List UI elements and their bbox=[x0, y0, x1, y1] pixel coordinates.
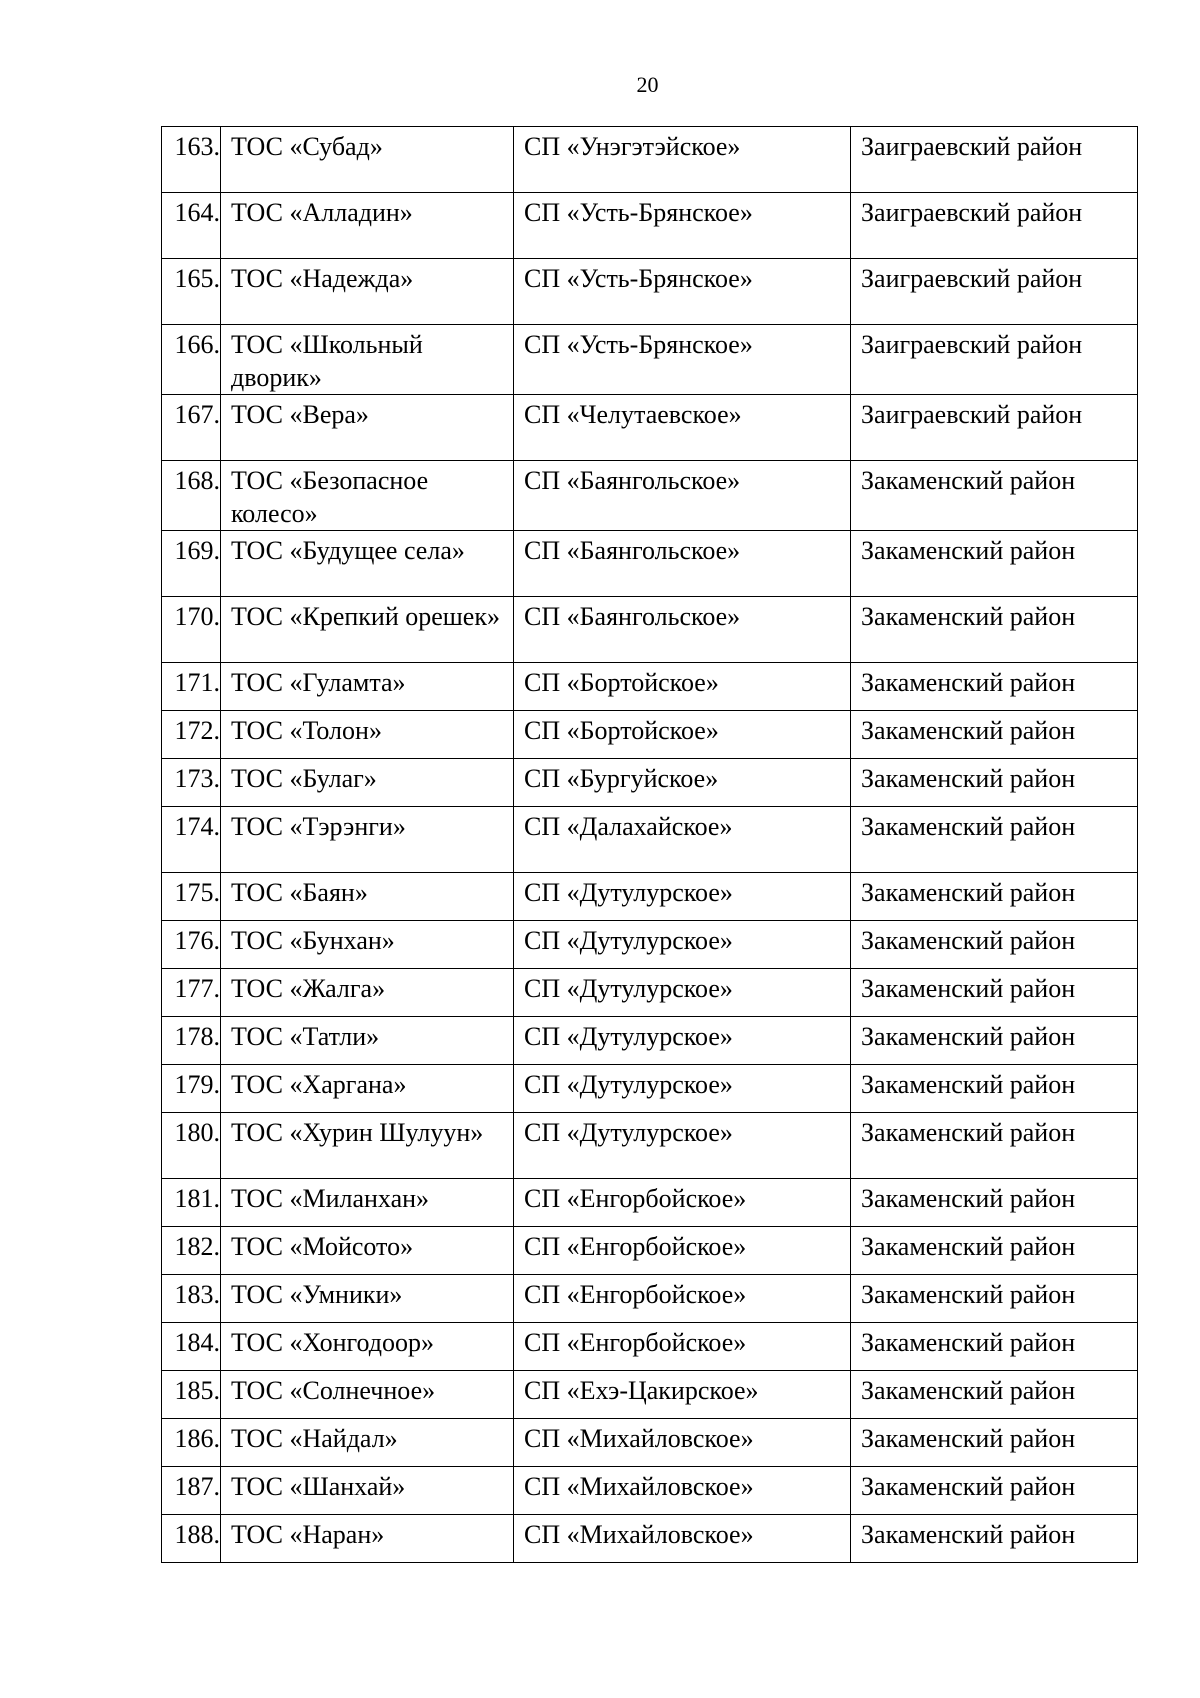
tos-name: ТОС «Хурин Шулуун» bbox=[221, 1113, 514, 1179]
row-number: 175. bbox=[162, 873, 221, 921]
district-name: Закаменский район bbox=[851, 711, 1138, 759]
table-row bbox=[162, 1227, 1138, 1275]
tos-name: ТОС «Наран» bbox=[221, 1515, 514, 1563]
settlement-name: СП «Енгорбойское» bbox=[514, 1323, 851, 1371]
tos-name: ТОС «Харгана» bbox=[221, 1065, 514, 1113]
district-name: Закаменский район bbox=[851, 921, 1138, 969]
settlement-name: СП «Дутулурское» bbox=[514, 873, 851, 921]
settlement-name: СП «Унэгэтэйское» bbox=[514, 127, 851, 193]
row-number: 183. bbox=[162, 1275, 221, 1323]
district-name: Закаменский район bbox=[851, 969, 1138, 1017]
row-number: 164. bbox=[162, 193, 221, 259]
tos-name: ТОС «Тэрэнги» bbox=[221, 807, 514, 873]
table-row bbox=[162, 873, 1138, 921]
tos-name: ТОС «Найдал» bbox=[221, 1419, 514, 1467]
table-row bbox=[162, 759, 1138, 807]
settlement-name: СП «Дутулурское» bbox=[514, 1065, 851, 1113]
district-name: Закаменский район bbox=[851, 597, 1138, 663]
settlement-name: СП «Енгорбойское» bbox=[514, 1227, 851, 1275]
row-number: 179. bbox=[162, 1065, 221, 1113]
district-name: Закаменский район bbox=[851, 1467, 1138, 1515]
tos-name: ТОС «Жалга» bbox=[221, 969, 514, 1017]
row-number: 173. bbox=[162, 759, 221, 807]
row-number: 169. bbox=[162, 531, 221, 597]
tos-registry-table bbox=[161, 126, 1138, 1563]
tos-name: ТОС «Умники» bbox=[221, 1275, 514, 1323]
district-name: Заиграевский район bbox=[851, 259, 1138, 325]
district-name: Закаменский район bbox=[851, 1419, 1138, 1467]
district-name: Закаменский район bbox=[851, 1227, 1138, 1275]
table-row bbox=[162, 1467, 1138, 1515]
district-name: Заиграевский район bbox=[851, 395, 1138, 461]
district-name: Закаменский район bbox=[851, 759, 1138, 807]
tos-name: ТОС «Булаг» bbox=[221, 759, 514, 807]
settlement-name: СП «Дутулурское» bbox=[514, 969, 851, 1017]
settlement-name: СП «Михайловское» bbox=[514, 1419, 851, 1467]
settlement-name: СП «Усть-Брянское» bbox=[514, 193, 851, 259]
district-name: Закаменский район bbox=[851, 1179, 1138, 1227]
tos-name: ТОС «Вера» bbox=[221, 395, 514, 461]
table-row bbox=[162, 597, 1138, 663]
tos-name: ТОС «Школьный дворик» bbox=[221, 325, 514, 395]
tos-name: ТОС «Надежда» bbox=[221, 259, 514, 325]
tos-name: ТОС «Алладин» bbox=[221, 193, 514, 259]
row-number: 176. bbox=[162, 921, 221, 969]
table-row bbox=[162, 1017, 1138, 1065]
tos-name: ТОС «Миланхан» bbox=[221, 1179, 514, 1227]
tos-name: ТОС «Хонгодоор» bbox=[221, 1323, 514, 1371]
row-number: 184. bbox=[162, 1323, 221, 1371]
settlement-name: СП «Енгорбойское» bbox=[514, 1179, 851, 1227]
row-number: 188. bbox=[162, 1515, 221, 1563]
row-number: 178. bbox=[162, 1017, 221, 1065]
district-name: Закаменский район bbox=[851, 1065, 1138, 1113]
settlement-name: СП «Бургуйское» bbox=[514, 759, 851, 807]
district-name: Закаменский район bbox=[851, 1323, 1138, 1371]
settlement-name: СП «Михайловское» bbox=[514, 1515, 851, 1563]
settlement-name: СП «Усть-Брянское» bbox=[514, 259, 851, 325]
row-number: 182. bbox=[162, 1227, 221, 1275]
table-row bbox=[162, 1371, 1138, 1419]
row-number: 166. bbox=[162, 325, 221, 395]
tos-name: ТОС «Татли» bbox=[221, 1017, 514, 1065]
table-row bbox=[162, 1515, 1138, 1563]
table-row bbox=[162, 1323, 1138, 1371]
row-number: 185. bbox=[162, 1371, 221, 1419]
table-row bbox=[162, 127, 1138, 193]
settlement-name: СП «Далахайское» bbox=[514, 807, 851, 873]
tos-name: ТОС «Гуламта» bbox=[221, 663, 514, 711]
table-row bbox=[162, 1275, 1138, 1323]
row-number: 168. bbox=[162, 461, 221, 531]
district-name: Заиграевский район bbox=[851, 127, 1138, 193]
tos-name: ТОС «Шанхай» bbox=[221, 1467, 514, 1515]
settlement-name: СП «Дутулурское» bbox=[514, 1113, 851, 1179]
settlement-name: СП «Бортойское» bbox=[514, 663, 851, 711]
tos-name: ТОС «Мойсото» bbox=[221, 1227, 514, 1275]
table-row bbox=[162, 325, 1138, 395]
settlement-name: СП «Михайловское» bbox=[514, 1467, 851, 1515]
table-row bbox=[162, 711, 1138, 759]
tos-name: ТОС «Безопасное колесо» bbox=[221, 461, 514, 531]
settlement-name: СП «Усть-Брянское» bbox=[514, 325, 851, 395]
tos-name: ТОС «Крепкий орешек» bbox=[221, 597, 514, 663]
row-number: 171. bbox=[162, 663, 221, 711]
table-row bbox=[162, 807, 1138, 873]
table-row bbox=[162, 1179, 1138, 1227]
table-row bbox=[162, 663, 1138, 711]
district-name: Заиграевский район bbox=[851, 193, 1138, 259]
district-name: Закаменский район bbox=[851, 1113, 1138, 1179]
district-name: Закаменский район bbox=[851, 807, 1138, 873]
settlement-name: СП «Баянгольское» bbox=[514, 531, 851, 597]
tos-name: ТОС «Баян» bbox=[221, 873, 514, 921]
row-number: 172. bbox=[162, 711, 221, 759]
district-name: Заиграевский район bbox=[851, 325, 1138, 395]
tos-name: ТОС «Субад» bbox=[221, 127, 514, 193]
row-number: 177. bbox=[162, 969, 221, 1017]
settlement-name: СП «Бортойское» bbox=[514, 711, 851, 759]
table-row bbox=[162, 1419, 1138, 1467]
table-row bbox=[162, 1065, 1138, 1113]
tos-name: ТОС «Будущее села» bbox=[221, 531, 514, 597]
row-number: 180. bbox=[162, 1113, 221, 1179]
tos-name: ТОС «Толон» bbox=[221, 711, 514, 759]
table-row bbox=[162, 969, 1138, 1017]
settlement-name: СП «Дутулурское» bbox=[514, 1017, 851, 1065]
settlement-name: СП «Баянгольское» bbox=[514, 597, 851, 663]
row-number: 170. bbox=[162, 597, 221, 663]
table-row bbox=[162, 531, 1138, 597]
row-number: 174. bbox=[162, 807, 221, 873]
settlement-name: СП «Челутаевское» bbox=[514, 395, 851, 461]
table-row bbox=[162, 395, 1138, 461]
row-number: 167. bbox=[162, 395, 221, 461]
page-number: 20 bbox=[636, 72, 659, 97]
district-name: Закаменский район bbox=[851, 531, 1138, 597]
table-row bbox=[162, 1113, 1138, 1179]
table-row bbox=[162, 461, 1138, 531]
row-number: 186. bbox=[162, 1419, 221, 1467]
table-body bbox=[162, 127, 1138, 1563]
tos-name: ТОС «Солнечное» bbox=[221, 1371, 514, 1419]
district-name: Закаменский район bbox=[851, 873, 1138, 921]
district-name: Закаменский район bbox=[851, 663, 1138, 711]
settlement-name: СП «Ехэ-Цакирское» bbox=[514, 1371, 851, 1419]
district-name: Закаменский район bbox=[851, 1017, 1138, 1065]
row-number: 187. bbox=[162, 1467, 221, 1515]
district-name: Закаменский район bbox=[851, 1515, 1138, 1563]
district-name: Закаменский район bbox=[851, 1275, 1138, 1323]
settlement-name: СП «Енгорбойское» bbox=[514, 1275, 851, 1323]
row-number: 165. bbox=[162, 259, 221, 325]
table-row bbox=[162, 921, 1138, 969]
settlement-name: СП «Баянгольское» bbox=[514, 461, 851, 531]
settlement-name: СП «Дутулурское» bbox=[514, 921, 851, 969]
row-number: 181. bbox=[162, 1179, 221, 1227]
district-name: Закаменский район bbox=[851, 1371, 1138, 1419]
table-row bbox=[162, 259, 1138, 325]
table-row bbox=[162, 193, 1138, 259]
tos-name: ТОС «Бунхан» bbox=[221, 921, 514, 969]
district-name: Закаменский район bbox=[851, 461, 1138, 531]
row-number: 163. bbox=[162, 127, 221, 193]
